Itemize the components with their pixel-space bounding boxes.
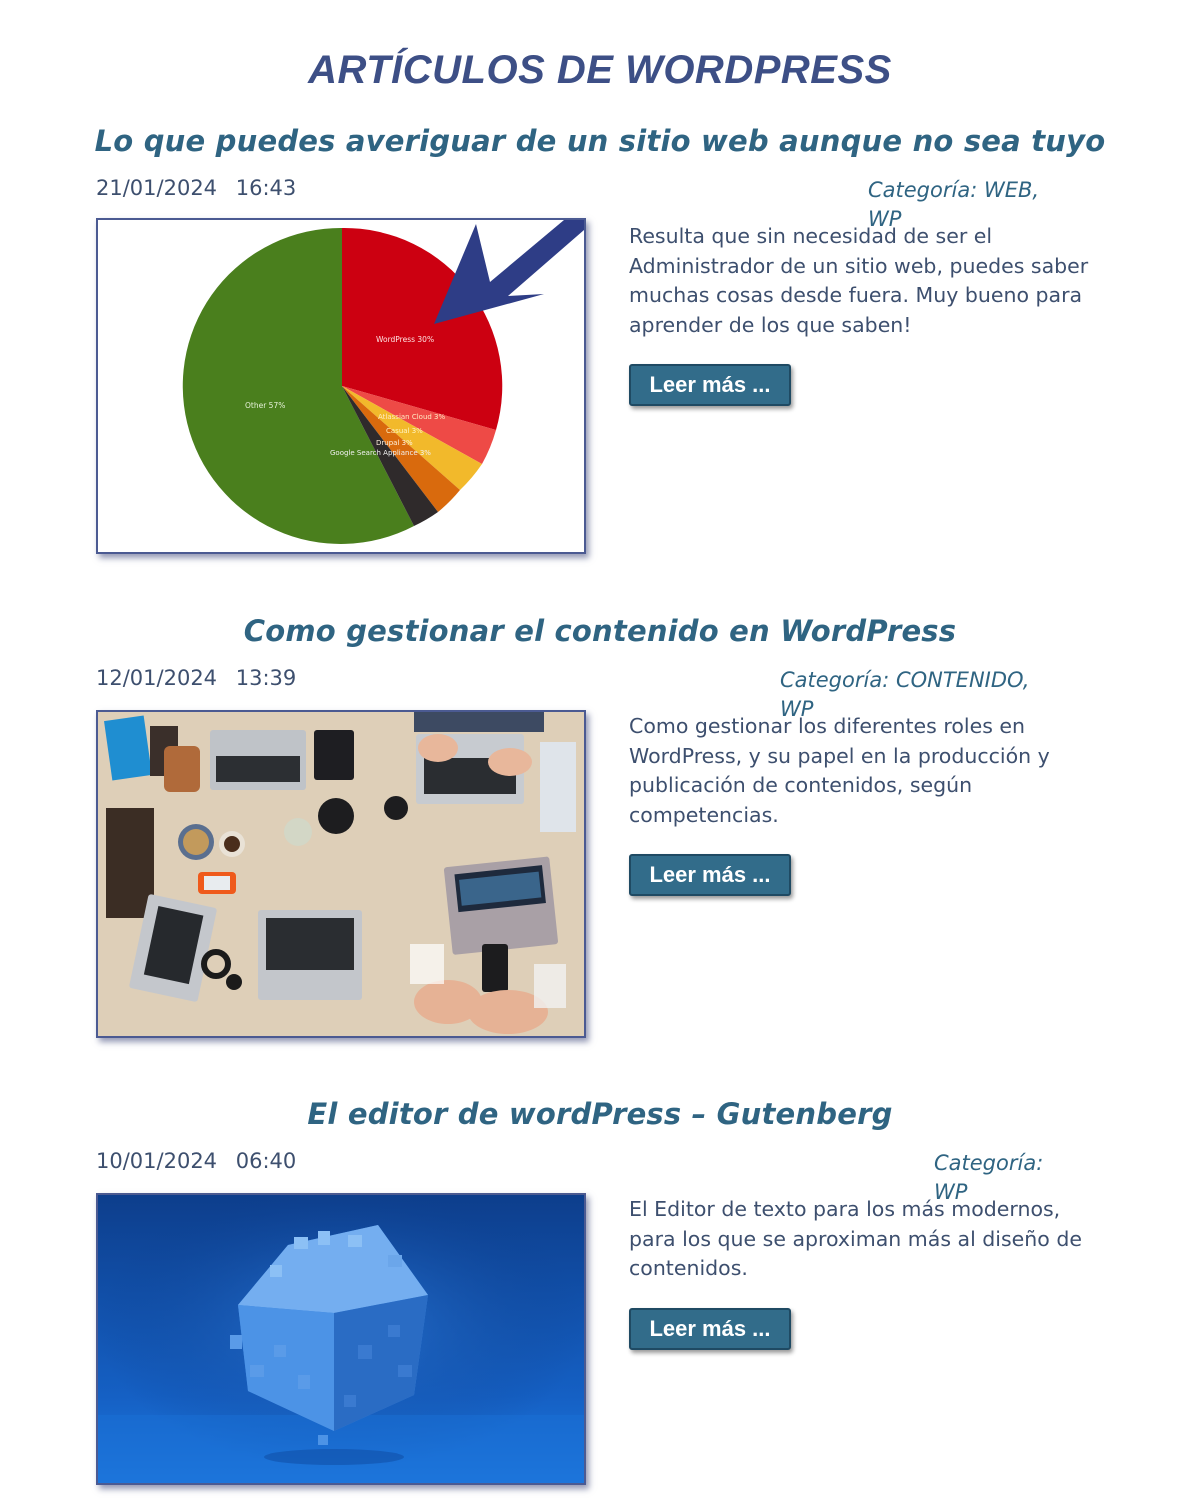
- pie-label-craft: Casual 3%: [386, 427, 423, 435]
- pie-label-wordpress: WordPress 30%: [376, 335, 435, 344]
- article-time: 16:43: [235, 176, 297, 200]
- desk-laptops-photo: [98, 712, 584, 1036]
- pie-label-atlassian: Atlassian Cloud 3%: [378, 413, 446, 421]
- read-more-button[interactable]: Leer más ...: [629, 364, 791, 406]
- voxel-cube-image: [98, 1195, 584, 1483]
- article-image[interactable]: [96, 218, 586, 554]
- article-date: 10/01/2024: [96, 1149, 218, 1173]
- pie-label-google: Google Search Appliance 3%: [330, 449, 431, 457]
- article-date-time: [96, 666, 296, 690]
- article-category[interactable]: Categoría: WEB, WP: [868, 178, 1040, 231]
- article-time: 13:39: [235, 666, 297, 690]
- article-image[interactable]: [96, 710, 586, 1038]
- article-title[interactable]: Como gestionar el contenido en WordPress: [243, 614, 957, 648]
- article-category[interactable]: Categoría: WP: [934, 1151, 1044, 1204]
- pie-label-other: Other 57%: [245, 401, 286, 410]
- read-more-button[interactable]: Leer más ...: [629, 854, 791, 896]
- article-date: 21/01/2024: [96, 176, 218, 200]
- article-title[interactable]: Lo que puedes averiguar de un sitio web aunque no sea tuyo: [94, 124, 1106, 158]
- page-title: ARTÍCULOS DE WORDPRESS: [308, 48, 892, 92]
- article-excerpt: Resulta que sin necesidad de ser el Administrador de un sitio web, puedes saber muchas cosas desde fuera. Muy bueno para aprender de los que saben!: [629, 224, 1089, 337]
- article-excerpt: El Editor de texto para los más modernos, para los que se aproximan más al diseño de contenidos.: [629, 1197, 1082, 1280]
- article-date-time: [96, 1149, 296, 1173]
- article-image[interactable]: [96, 1193, 586, 1485]
- pie-chart-image: [98, 220, 584, 552]
- article-excerpt: Como gestionar los diferentes roles en WordPress, y su papel en la producción y publicación de contenidos, según competencias.: [629, 714, 1050, 827]
- read-more-button[interactable]: Leer más ...: [629, 1308, 791, 1350]
- article-time: 06:40: [235, 1149, 297, 1173]
- article-date: 12/01/2024: [96, 666, 218, 690]
- article-category[interactable]: Categoría: CONTENIDO, WP: [780, 668, 1030, 721]
- article-date-time: [96, 176, 296, 200]
- pie-label-drupal: Drupal 3%: [376, 439, 413, 447]
- article-title[interactable]: El editor de wordPress – Gutenberg: [307, 1097, 893, 1131]
